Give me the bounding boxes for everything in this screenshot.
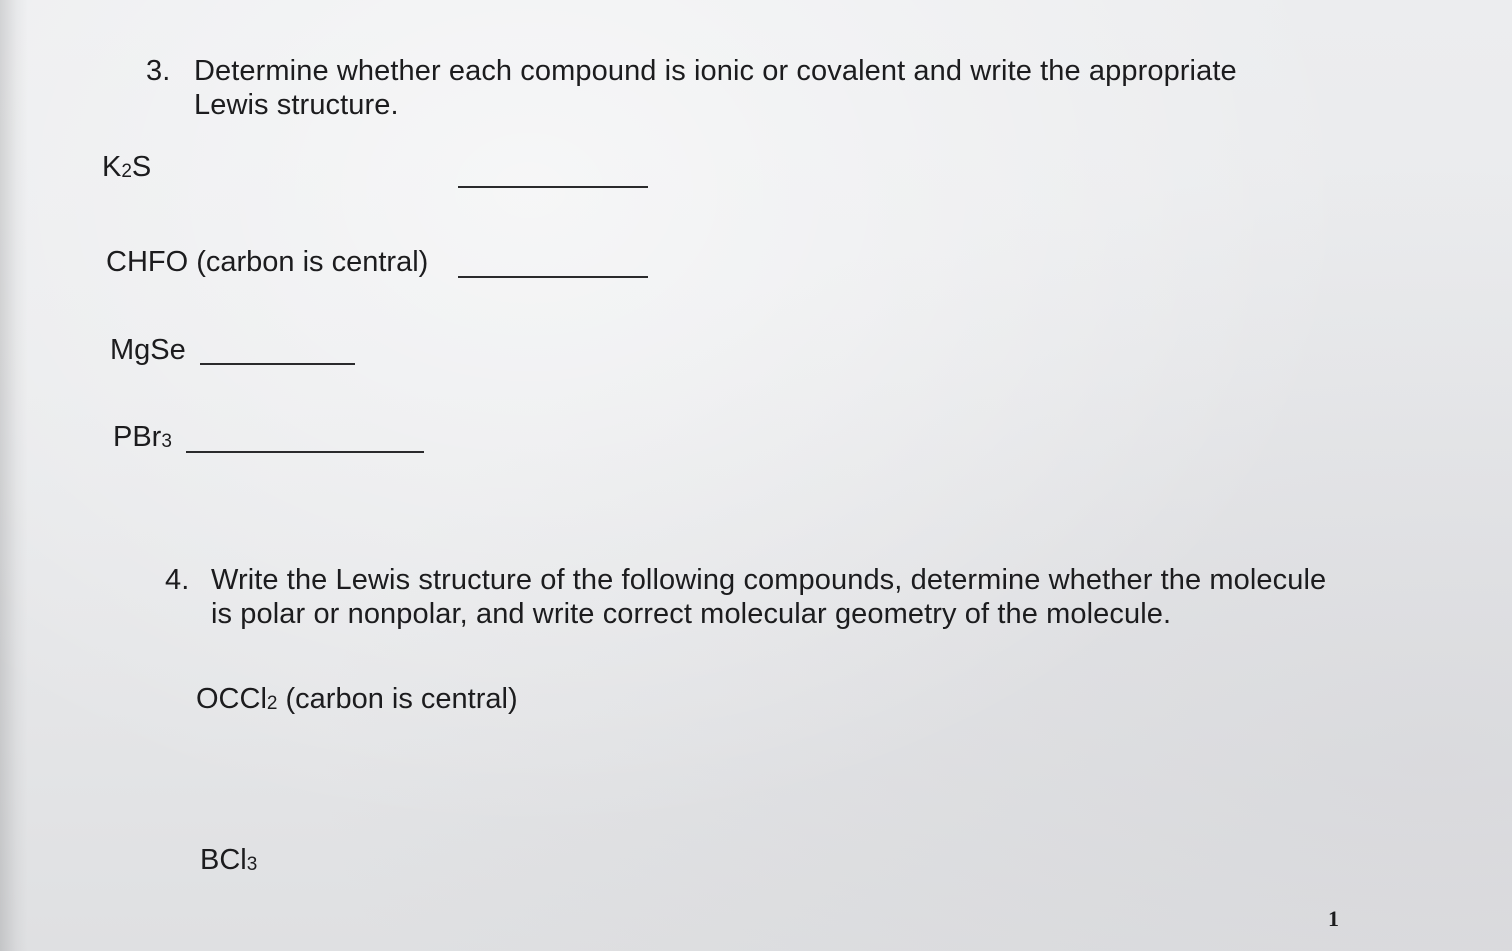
question-3-line-2: Lewis structure.	[194, 89, 399, 121]
answer-blank-pbr3[interactable]	[186, 451, 424, 453]
page-number: 1	[1328, 906, 1339, 931]
compound-pbr3: PBr$_3$	[113, 421, 172, 453]
question-3	[146, 54, 1346, 124]
question-4-line-2: is polar or nonpolar, and write correct molecular geometry of the molecule.	[211, 598, 1172, 630]
answer-blank-mgse[interactable]	[200, 363, 355, 365]
page-edge-shadow	[0, 0, 28, 951]
question-3-number: 3.	[146, 55, 171, 87]
compound-bcl3: BCl$_3$	[200, 844, 258, 876]
question-4-line-1: Write the Lewis structure of the following compounds, determine whether the molecule	[211, 564, 1327, 596]
compound-chfo: CHFO (carbon is central)	[106, 246, 429, 278]
question-4	[165, 563, 1365, 633]
question-3-line-1: Determine whether each compound is ionic or covalent and write the appropriate	[194, 55, 1237, 87]
answer-blank-k2s[interactable]	[458, 186, 648, 188]
compound-mgse: MgSe	[110, 334, 186, 366]
answer-blank-chfo[interactable]	[458, 276, 648, 278]
question-4-number: 4.	[165, 564, 190, 596]
compound-occl2: OCCl$_2$ (carbon is central)	[196, 683, 518, 715]
compound-k2s: $K_2S$	[102, 151, 152, 183]
